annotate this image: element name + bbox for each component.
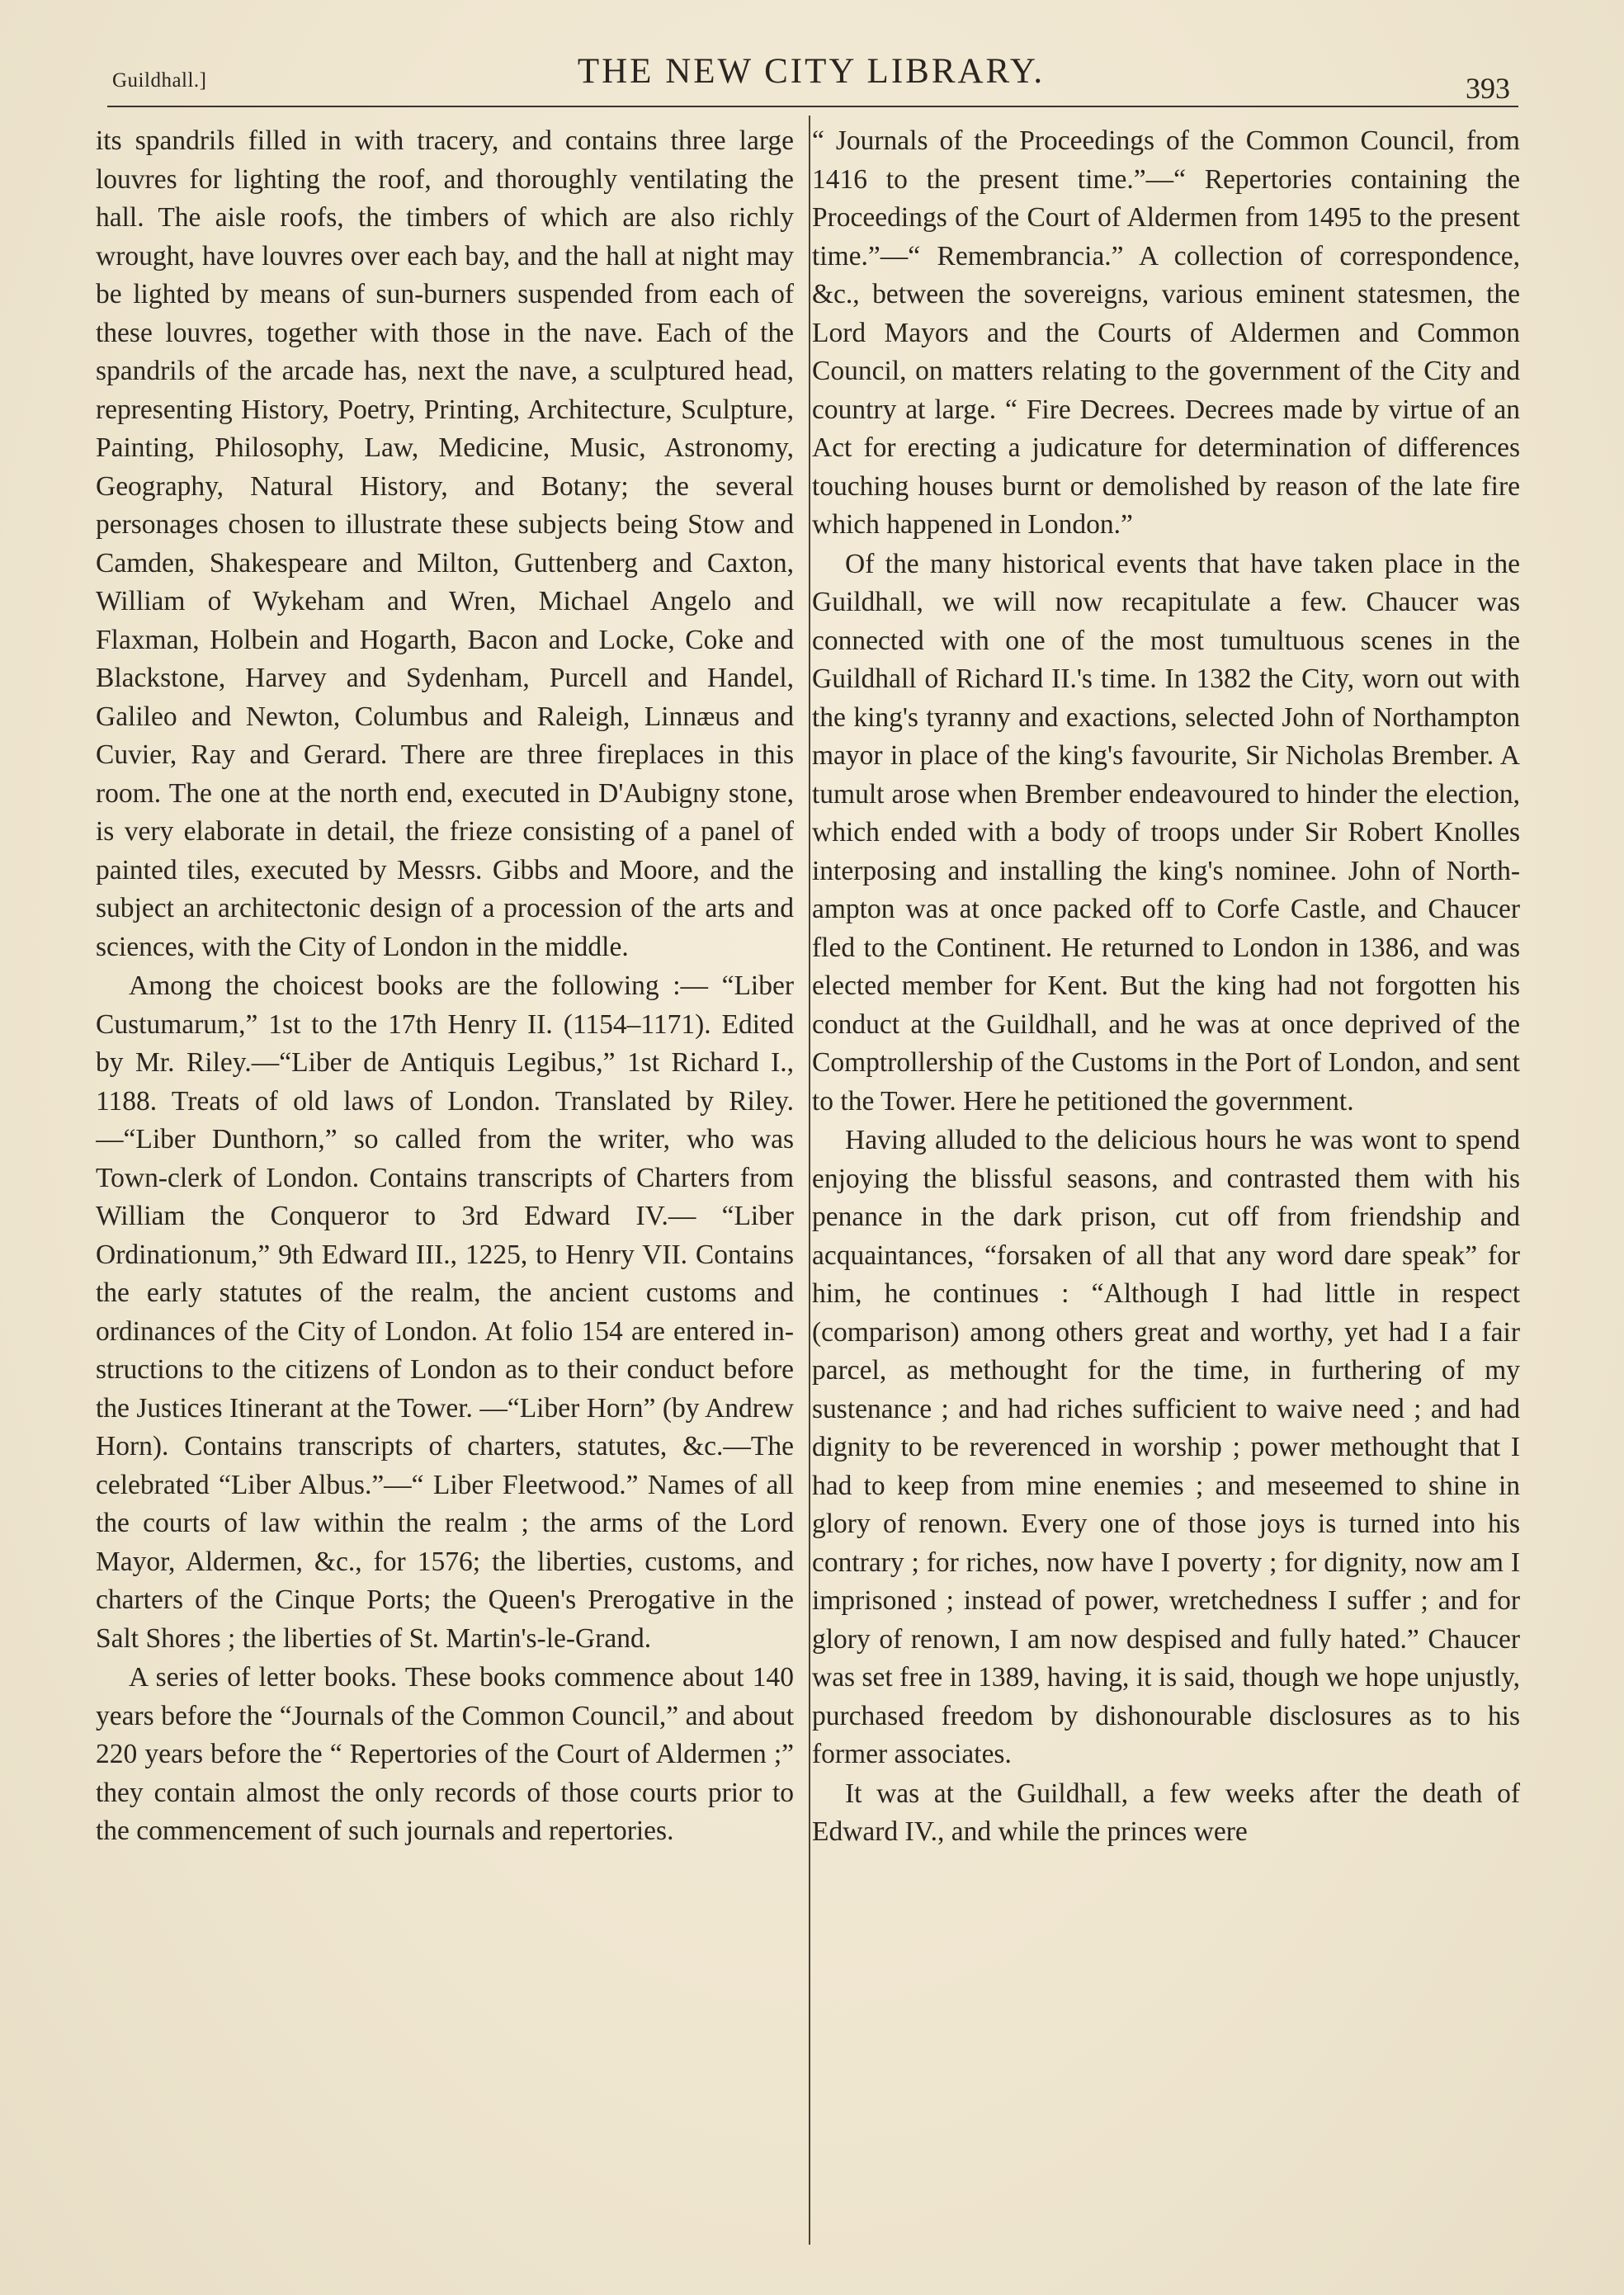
paragraph: It was at the Guildhall, a few weeks after the death of Edward IV., and while the princes were	[812, 1778, 1520, 1847]
column-divider	[809, 116, 810, 2245]
paragraph: “ Journals of the Proceedings of the Common Council, from 1416 to the present time.”—“ Repertories containing the Proceedings of the Court of Aldermen from 1495 to the present time.”—“ Remembrancia.” A collection of correspondence, &c., between the sovereigns, various eminent statesmen, the Lord Mayors and the Courts of Aldermen and Common Council, on matters relating to the government of the City and country at large. “ Fire Decrees. Decrees made by virtue of an Act for erecting a judicature for determination of differences touching houses burnt or demolished by reason of the late fire which happened in London.”	[812, 125, 1520, 540]
header-rule	[107, 106, 1518, 107]
left-column	[96, 122, 794, 2235]
paragraph: Of the many historical events that have taken place in the Guildhall, we will now recapitulate a few. Chaucer was connected with one of the most tumultuous scenes in the Guildhall of Richard II.'s time. In 1382 the City, worn out with the king's tyranny and exactions, selected John of Northampton mayor in place of the king's favourite, Sir Nicholas Brember. A tumult arose when Brember endeavoured to hinder the election, which ended with a body of troops under Sir Robert Knolles interposing and installing the king's nominee. John of Northampton was at once packed off to Corfe Castle, and Chaucer fled to the Continent. He returned to London in 1386, and was elected member for Kent. But the king had not forgotten his conduct at the Guildhall, and he was at once deprived of the Comptrollership of the Customs in the Port of London, and sent to the Tower. Here he petitioned the government.	[812, 548, 1520, 1117]
page-number: 393	[1466, 72, 1510, 105]
page-title: THE NEW CITY LIBRARY.	[577, 52, 1046, 91]
section-label: Guildhall.]	[112, 69, 207, 92]
right-column	[812, 122, 1520, 2235]
running-head	[106, 51, 1517, 109]
paragraph: Among the choicest books are the following :— “Liber Custumarum,” 1st to the 17th Henry II. (1154–1171). Edited by Mr. Riley.—“Liber de Antiquis Legibus,” 1st Richard I., 1188. Treats of old laws of London. Translated by Riley.—“Liber Dunthorn,” so called from the writer, who was Town-clerk of London. Contains transcripts of Charters from William the Conqueror to 3rd Edward IV.— “Liber Ordinationum,” 9th Edward III., 1225, to Henry VII. Contains the early statutes of the realm, the ancient customs and ordinances of the City of London. At folio 154 are entered instructions to the citizens of London as to their conduct before the Justices Itinerant at the Tower. —“Liber Horn” (by Andrew Horn). Contains transcripts of charters, statutes, &c.—The celebrated “Liber Albus.”—“ Liber Fleetwood.” Names of all the courts of law within the realm ; the arms of the Lord Mayor, Aldermen, &c., for 1576; the liberties, customs, and charters of the Cinque Ports; the Queen's Prerogative in the Salt Shores ; the liberties of St. Martin's-le-Grand.	[96, 970, 794, 1654]
paragraph: Having alluded to the delicious hours he was wont to spend enjoying the blissful seasons, and contrasted them with his penance in the dark prison, cut off from friendship and acquaintances, “forsaken of all that any word dare speak” for him, he continues : “Although I had little in respect (comparison) among others great and worthy, yet had I a fair parcel, as methought for the time, in furthering of my sustenance ; and had riches sufficient to waive need ; and had dignity to be reverenced in worship ; power methought that I had to keep from mine enemies ; and meseemed to shine in glory of renown. Every one of those joys is turned into his contrary ; for riches, now have I poverty ; for dignity, now am I imprisoned ; instead of power, wretchedness I suffer ; and for glory of renown, I am now despised and fully hated.” Chaucer was set free in 1389, having, it is said, though we hope unjustly, purchased freedom by dishonourable disclosures as to his former associates.	[812, 1125, 1520, 1769]
paragraph: A series of letter books. These books commence about 140 years before the “Journals of the Common Council,” and about 220 years before the “ Repertories of the Court of Aldermen ;” they contain almost the only records of those courts prior to the commencement of such journals and repertories.	[96, 1662, 794, 1846]
paragraph: its spandrils filled in with tracery, and contains three large louvres for lighting the roof, and thoroughly ventilating the hall. The aisle roofs, the timbers of which are also richly wrought, have louvres over each bay, and the hall at night may be lighted by means of sun-burners suspended from each of these louvres, together with those in the nave. Each of the spandrils of the arcade has, next the nave, a sculptured head, representing History, Poetry, Printing, Architecture, Sculpture, Painting, Philosophy, Law, Medicine, Music, Astronomy, Geography, Natural History, and Botany; the several personages chosen to illustrate these subjects being Stow and Camden, Shakespeare and Milton, Guttenberg and Caxton, William of Wykeham and Wren, Michael Angelo and Flaxman, Holbein and Hogarth, Bacon and Locke, Coke and Blackstone, Harvey and Sydenham, Purcell and Handel, Galileo and Newton, Columbus and Raleigh, Linnæus and Cuvier, Ray and Gerard. There are three fireplaces in this room. The one at the north end, executed in D'Aubigny stone, is very elaborate in detail, the frieze consisting of a panel of painted tiles, executed by Messrs. Gibbs and Moore, and the subject an architectonic design of a procession of the arts and sciences, with the City of London in the middle.	[96, 125, 794, 962]
